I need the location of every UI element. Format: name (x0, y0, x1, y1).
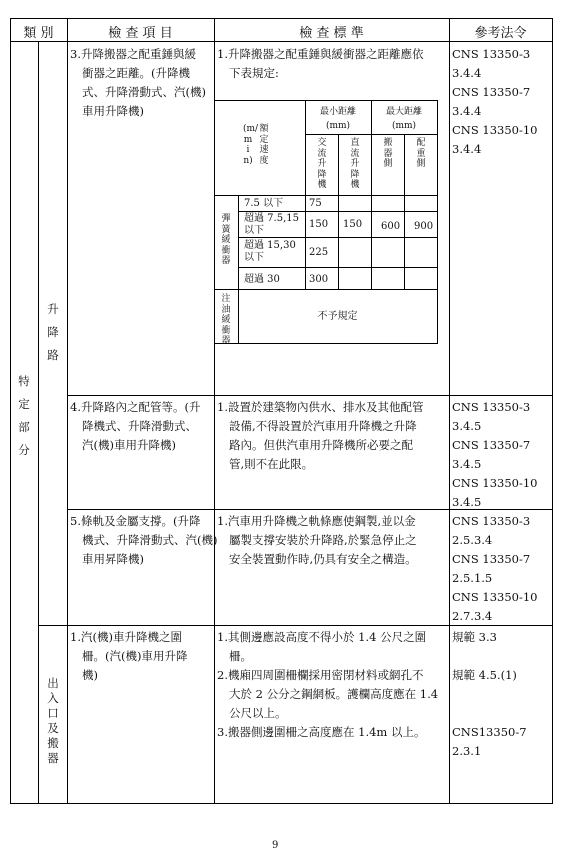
row2-standard-line: 路內。但供汽車用升降機所必要之配 (229, 438, 413, 452)
row3-item (70, 512, 217, 569)
ref-line: CNS13350-7 (452, 725, 527, 739)
main-category-label: 特定部分 (18, 374, 30, 457)
ref-line: 3.4.5 (452, 419, 482, 433)
speed-cell: 超過 30 (244, 274, 280, 285)
speed-header: 額定速度 (259, 124, 269, 166)
row1-item-line: 車用升降機) (82, 104, 144, 118)
row1-standard-line: 下表規定: (229, 66, 279, 80)
oil-value: 不予規定 (317, 311, 358, 322)
row4-item-line: 1.汽(機)車升降機之圍 (70, 630, 182, 644)
border-bottom (10, 803, 553, 804)
speed-cell: 超過 15,30 以下 (244, 240, 296, 263)
ref-line: 2.7.3.4 (452, 609, 493, 623)
row1-refs (452, 45, 538, 159)
row4-item-line: 機) (82, 668, 98, 682)
ref-line: 3.4.4 (452, 66, 482, 80)
row2-item-line: 汽(機)車用升降機) (82, 438, 176, 452)
row1-item-line: 衝器之距離。(升降機 (82, 66, 190, 80)
ref-line: 規範 3.3 (452, 630, 497, 644)
ref-line: CNS 13350-3 (452, 514, 531, 528)
header-reference: 參考法令 (474, 26, 527, 41)
ref-line (452, 704, 527, 723)
speed-unit: (m/min) (243, 124, 259, 166)
row3-refs (452, 512, 538, 626)
col-sep-1 (38, 42, 39, 804)
sub-shaft-label: 升降路 (47, 302, 59, 362)
speed-cell: 7.5 以下 (244, 198, 284, 209)
dc-cell: 150 (343, 219, 363, 230)
sub-cw: 配重側 (416, 138, 426, 169)
row2-standard-line: 設備,不得設置於汽車用升降機之升降 (229, 419, 417, 433)
row4-standard-line: 2.機廂四周圍柵欄採用密閉材料或網孔不 (217, 668, 424, 682)
ref-line: CNS 13350-7 (452, 438, 531, 452)
row1-item-line: 式、升降滑動式、汽(機) (82, 85, 206, 99)
sub-entrance-label: 出入口及搬器 (47, 676, 59, 765)
ac-cell: 150 (309, 219, 329, 230)
row2-refs (452, 398, 538, 512)
row4-standard-line: 3.搬器側邊圍柵之高度應在 1.4m 以上。 (217, 725, 426, 739)
col-sep-2 (67, 18, 68, 804)
row1-standard-line: 1.升降搬器之配重錘與緩衝器之距離應依 (217, 47, 424, 61)
ref-line: 規範 4.5.(1) (452, 668, 517, 682)
ref-line: CNS 13350-10 (452, 123, 538, 137)
col-sep-3 (214, 18, 215, 804)
max-header: 最大距離 (385, 107, 422, 117)
row2-standard-line: 1.設置於建築物內供水、排水及其他配管 (217, 400, 424, 414)
col-sep-4 (449, 18, 450, 804)
ref-line (452, 685, 527, 704)
row2-item (70, 398, 200, 455)
row4-item (70, 628, 187, 685)
row3-standard-line: 1.汽車用升降機之軌條應使鋼製,並以金 (217, 514, 416, 528)
ref-line: 2.5.1.5 (452, 571, 493, 585)
header-bottom (10, 41, 553, 42)
row3-standard (217, 512, 417, 569)
header-category: 類 別 (23, 26, 54, 41)
row3-standard-line: 安全裝置動作時,仍具有安全之構造。 (229, 552, 417, 566)
spring-buffer-label: 彈簧緩衝器 (221, 214, 231, 266)
ac-cell: 75 (309, 198, 322, 209)
row4-standard-line: 公尺以上。 (229, 706, 287, 720)
header-standard: 檢 查 標 準 (299, 26, 364, 41)
min-unit: (mm) (325, 121, 351, 131)
ref-line: CNS 13350-10 (452, 476, 538, 490)
row4-standard-line: 大於 2 公分之鋼網板。護欄高度應在 1.4 (229, 687, 439, 701)
row3-standard-line: 屬製支撐安裝於升降路,於緊急停止之 (229, 533, 417, 547)
oil-buffer-label: 注油緩衝器 (221, 294, 231, 346)
page-number: 9 (272, 840, 279, 851)
ref-line: CNS 13350-7 (452, 552, 531, 566)
row4-item-line: 柵。(汽(機)車用升降 (82, 649, 188, 663)
row2-standard-line: 管,則不在此限。 (229, 457, 314, 471)
sub-ac: 交流升降機 (317, 138, 327, 190)
ref-line: CNS 13350-10 (452, 590, 538, 604)
row4-refs (452, 628, 527, 761)
ref-line: 2.5.3.4 (452, 533, 493, 547)
ref-line: 3.4.5 (452, 495, 482, 509)
min-header: 最小距離 (319, 107, 356, 117)
row2-standard (217, 398, 423, 474)
row1-item-line: 3.升降搬器之配重錘與緩 (70, 47, 196, 61)
row2-item-line: 4.升降路內之配管等。(升 (70, 400, 201, 414)
ref-line: 3.4.4 (452, 142, 482, 156)
max-unit: (mm) (391, 121, 417, 131)
row3-item-line: 車用昇降機) (82, 552, 144, 566)
car-cell: 600 (381, 221, 401, 232)
row3-item-line: 5.條軌及金屬支撐。(升降 (70, 514, 201, 528)
row-sep-1 (67, 395, 553, 396)
row1-standard (217, 45, 423, 83)
border-top (10, 18, 553, 19)
row1-item (70, 45, 206, 121)
sub-car: 搬器側 (383, 138, 393, 169)
border-left (10, 18, 11, 804)
border-right (552, 18, 553, 804)
cw-cell: 900 (414, 221, 434, 232)
row4-standard-line: 柵。 (229, 649, 252, 663)
ref-line: 3.4.5 (452, 457, 482, 471)
header-item: 檢 查 項 目 (108, 26, 173, 41)
ac-cell: 225 (309, 247, 329, 258)
row2-item-line: 降機式、升降滑動式、 (82, 419, 197, 433)
row4-standard (217, 628, 438, 742)
row4-standard-line: 1.其側邊應設高度不得小於 1.4 公尺之圍 (217, 630, 427, 644)
sub-dc: 直流升降機 (350, 138, 360, 190)
ref-line: 3.4.4 (452, 104, 482, 118)
ref-line: CNS 13350-3 (452, 47, 531, 61)
row3-item-line: 機式、升降滑動式、汽(機) (82, 533, 218, 547)
ref-line (452, 647, 527, 666)
ac-cell: 300 (309, 274, 329, 285)
ref-line: 2.3.1 (452, 744, 482, 758)
speed-cell: 超過 7.5,15 以下 (244, 213, 299, 236)
ref-line: CNS 13350-7 (452, 85, 531, 99)
ref-line: CNS 13350-3 (452, 400, 531, 414)
